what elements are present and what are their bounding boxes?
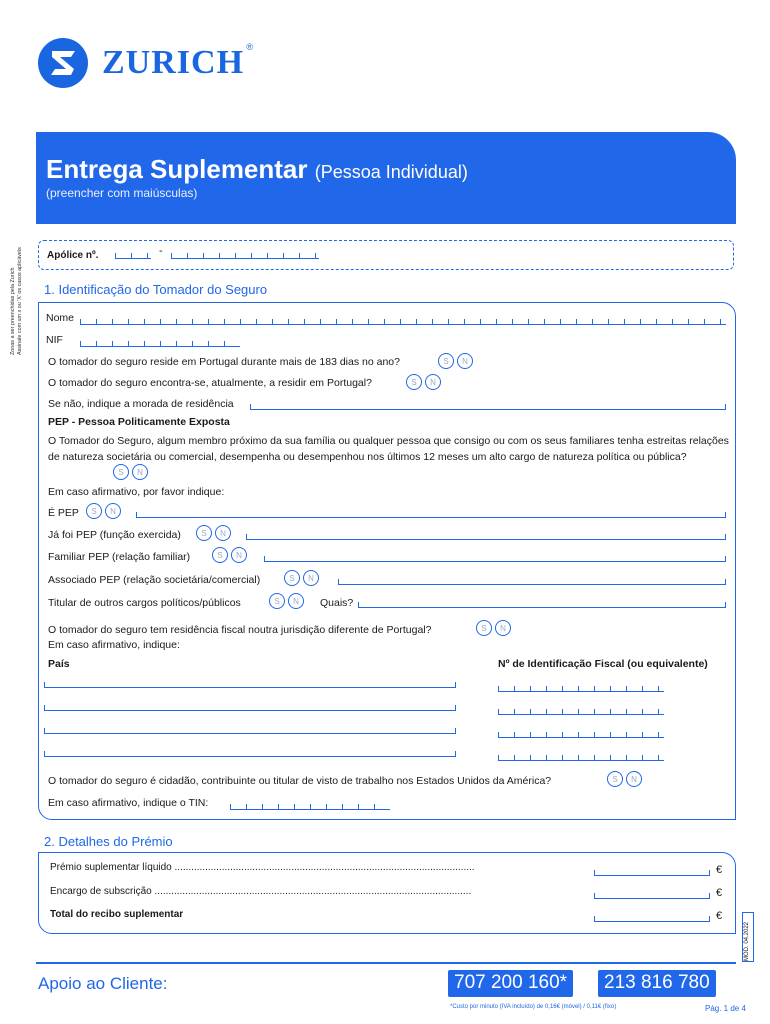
brand-name: ZURICH ® (102, 42, 255, 81)
no-radio[interactable]: N (303, 570, 319, 586)
q-encontra-label: O tomador do seguro encontra-se, atualmente, a residir em Portugal? (48, 377, 372, 389)
side-instructions: Zonas a ser preenchidas pela Zurich Assinale com um x ou 'X' os casos aplicáveis (10, 247, 23, 355)
policy-number-field[interactable] (171, 251, 319, 259)
no-radio[interactable]: N (495, 620, 511, 636)
nome-label: Nome (46, 312, 75, 324)
encargo-currency: € (716, 887, 723, 899)
cost-note: *Custo por minuto (IVA incluído) de 0,16€ (móvel) / 0,11€ (fixo) (450, 1004, 617, 1010)
no-radio[interactable]: N (425, 374, 441, 390)
encargo-label: Encargo de subscrição .................................................................................................................. (50, 886, 472, 897)
associado-pep-field[interactable] (338, 579, 726, 585)
titular-options (269, 593, 304, 609)
pais-field-1[interactable] (44, 682, 456, 688)
yes-radio[interactable]: S (212, 547, 228, 563)
yes-radio[interactable]: S (438, 353, 454, 369)
q-reside-label: O tomador do seguro reside em Portugal durante mais de 183 dias no ano? (48, 356, 400, 368)
pais-field-2[interactable] (44, 705, 456, 711)
ja-foi-pep-options (196, 525, 231, 541)
no-radio[interactable]: N (626, 771, 642, 787)
no-radio[interactable]: N (132, 464, 148, 480)
tin-label: Em caso afirmativo, indique o TIN: (48, 797, 209, 809)
ja-foi-pep-label: Já foi PEP (função exercida) (48, 529, 181, 541)
support-phone-2[interactable]: 213 816 780 (598, 970, 716, 997)
document-title: Entrega Suplementar (Pessoa Individual) (46, 154, 468, 184)
pais-field-4[interactable] (44, 751, 456, 757)
familiar-pep-label: Familiar PEP (relação familiar) (48, 551, 191, 563)
q-fiscal-label: O tomador do seguro tem residência fiscal noutra jurisdição diferente de Portugal? (48, 624, 432, 636)
associado-pep-options (284, 570, 319, 586)
col-pais-header: País (48, 658, 70, 670)
q-reside-options (438, 353, 473, 369)
titular-label: Titular de outros cargos políticos/públicos (48, 597, 241, 609)
no-radio[interactable]: N (105, 503, 121, 519)
encargo-field[interactable] (594, 893, 710, 899)
morada-field[interactable] (250, 404, 726, 410)
premio-label: Prémio suplementar líquido ............................................................................................................ (50, 862, 475, 873)
no-radio[interactable]: N (288, 593, 304, 609)
no-radio[interactable]: N (215, 525, 231, 541)
no-radio[interactable]: N (231, 547, 247, 563)
quais-field[interactable] (358, 602, 726, 608)
pep-title: PEP - Pessoa Politicamente Exposta (48, 416, 230, 428)
footer-divider (36, 962, 736, 964)
col-nif-header: Nº de Identificação Fiscal (ou equivalente) (498, 658, 708, 670)
yes-radio[interactable]: S (269, 593, 285, 609)
policy-label: Apólice nº. (47, 250, 99, 261)
yes-radio[interactable]: S (284, 570, 300, 586)
yes-radio[interactable]: S (476, 620, 492, 636)
yes-radio[interactable]: S (196, 525, 212, 541)
total-field[interactable] (594, 916, 710, 922)
quais-label: Quais? (320, 597, 354, 609)
nif-field[interactable] (80, 339, 240, 347)
pep-indique-label: Em caso afirmativo, por favor indique: (48, 486, 225, 498)
e-pep-field[interactable] (136, 512, 726, 518)
support-phone-1[interactable]: 707 200 160* (448, 970, 573, 997)
q-fiscal-options (476, 620, 511, 636)
premio-currency: € (716, 864, 723, 876)
title-banner (36, 132, 736, 224)
model-code-box (742, 912, 754, 962)
associado-pep-label: Associado PEP (relação societária/comercial) (48, 574, 261, 586)
total-label: Total do recibo suplementar (50, 909, 184, 920)
zurich-z-icon (38, 38, 88, 88)
nif-fiscal-field-2[interactable] (498, 707, 664, 715)
support-label: Apoio ao Cliente: (38, 974, 168, 993)
no-radio[interactable]: N (457, 353, 473, 369)
yes-radio[interactable]: S (607, 771, 623, 787)
section2-title: 2. Detalhes do Prémio (44, 834, 173, 849)
nif-fiscal-field-4[interactable] (498, 753, 664, 761)
q-morada-label: Se não, indique a morada de residência (48, 398, 234, 410)
familiar-pep-options (212, 547, 247, 563)
premio-field[interactable] (594, 870, 710, 876)
pep-question: O Tomador do Seguro, algum membro próximo da sua família ou qualquer pessoa que consigo ou com os seus familiares tenha estreitas relações de natureza societária ou comercial, desempenha ou desempenhou nos últimos 12 meses um alto cargo de natureza política ou pública? (48, 435, 729, 463)
yes-radio[interactable]: S (113, 464, 129, 480)
policy-separator: - (159, 245, 163, 257)
yes-radio[interactable]: S (86, 503, 102, 519)
e-pep-options (86, 503, 121, 519)
nome-field[interactable] (80, 317, 726, 325)
pais-field-3[interactable] (44, 728, 456, 734)
ja-foi-pep-field[interactable] (246, 534, 726, 540)
model-code: MOD. 04.2022 (744, 921, 750, 961)
nif-fiscal-field-3[interactable] (498, 730, 664, 738)
q-eua-options (607, 771, 642, 787)
tin-field[interactable] (230, 802, 390, 810)
nif-fiscal-field-1[interactable] (498, 684, 664, 692)
yes-radio[interactable]: S (406, 374, 422, 390)
pep-question-options (113, 464, 148, 480)
e-pep-label: É PEP (48, 507, 79, 519)
zurich-logo (38, 38, 255, 88)
section1-title: 1. Identificação do Tomador do Seguro (44, 282, 268, 297)
policy-prefix-field[interactable] (115, 251, 151, 259)
fill-instruction: (preencher com maiúsculas) (46, 186, 198, 200)
total-currency: € (716, 910, 723, 922)
q-eua-label: O tomador do seguro é cidadão, contribuinte ou titular de visto de trabalho nos Estados Unidos da América? (48, 775, 552, 787)
q-encontra-options (406, 374, 441, 390)
policy-number-box (38, 240, 734, 270)
fiscal-indique-label: Em caso afirmativo, indique: (48, 639, 180, 651)
nif-label: NIF (46, 334, 63, 346)
familiar-pep-field[interactable] (264, 556, 726, 562)
page-number: Pág. 1 de 4 (705, 1004, 746, 1013)
